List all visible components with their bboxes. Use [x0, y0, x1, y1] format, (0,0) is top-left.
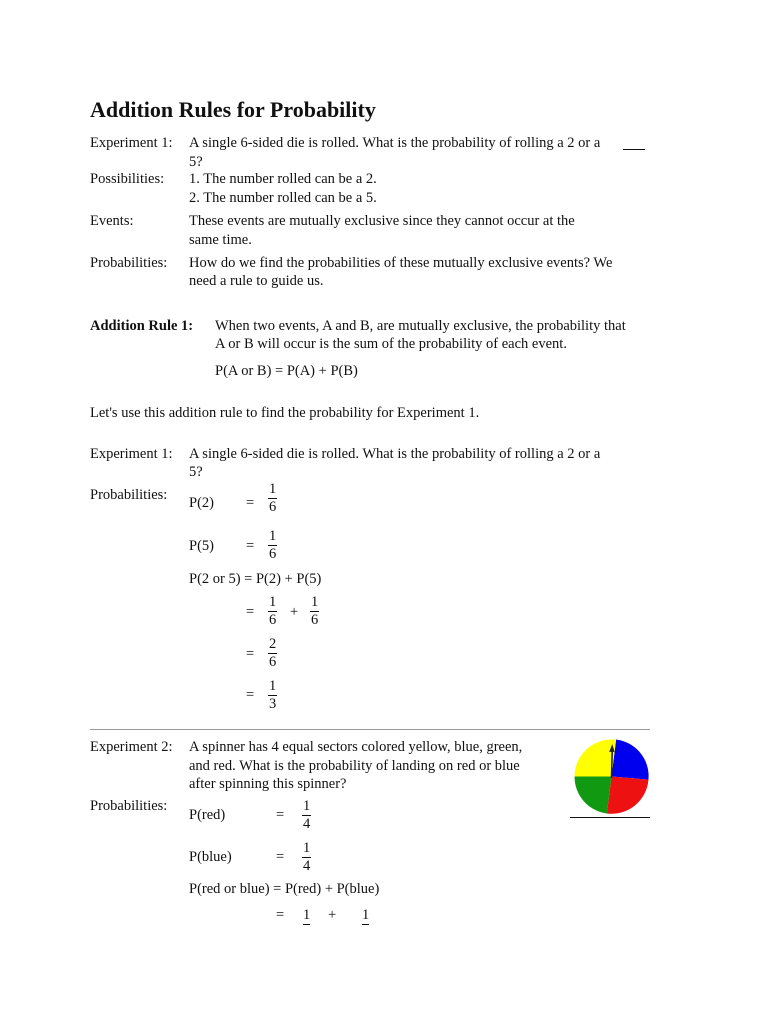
rule-formula: P(A or B) = P(A) + P(B) [215, 363, 358, 379]
events-label: Events: [90, 213, 134, 229]
fraction: $\frac{1}{6}$ [269, 594, 277, 628]
probabilities-label: Probabilities: [90, 487, 168, 503]
fraction: $\frac{2}{6}$ [269, 636, 277, 670]
answer-blank [623, 149, 645, 150]
experiment-text: after spinning this spinner? [189, 776, 347, 792]
fraction: $\frac{1}{3}$ [269, 678, 277, 712]
possibility-item: 2. The number rolled can be a 5. [189, 190, 377, 206]
rule-text: A or B will occur is the sum of the probability of each event. [215, 336, 567, 352]
equals: = [276, 907, 285, 923]
experiment-text: A single 6-sided die is rolled. What is the probability of rolling a 2 or a [189, 446, 601, 462]
possibilities-label: Possibilities: [90, 171, 165, 187]
numerator: 1 [362, 907, 370, 923]
rule-text: When two events, A and B, are mutually exclusive, the probability that [215, 318, 626, 334]
experiment-label: Experiment 1: [90, 446, 173, 462]
events-text: These events are mutually exclusive since they cannot occur at the [189, 213, 575, 229]
pblue-label: P(blue) [189, 849, 232, 865]
rule-label: Addition Rule 1: [90, 318, 194, 334]
experiment-label: Experiment 2: [90, 739, 173, 755]
equals: = [246, 646, 255, 662]
experiment-text: A single 6-sided die is rolled. What is the probability of rolling a 2 or a [189, 135, 601, 151]
experiment-text: and red. What is the probability of landing on red or blue [189, 758, 520, 774]
experiment-text: 5? [189, 154, 203, 170]
equals: = [246, 538, 255, 554]
page-title: Addition Rules for Probability [90, 97, 376, 122]
sum-line: P(red or blue) = P(red) + P(blue) [189, 881, 380, 897]
intro-text: Let's use this addition rule to find the probability for Experiment 1. [90, 405, 480, 421]
events-text: same time. [189, 232, 252, 248]
experiment-label: Experiment 1: [90, 135, 173, 151]
fraction: $\frac{1}{6}$ [269, 481, 277, 515]
equals: = [276, 849, 285, 865]
experiment-text: 5? [189, 464, 203, 480]
equals: = [276, 807, 285, 823]
probabilities-text: How do we find the probabilities of these mutually exclusive events? We [189, 255, 613, 271]
p2-label: P(2) [189, 495, 214, 511]
sum-line: P(2 or 5) = P(2) + P(5) [189, 571, 322, 587]
experiment-text: A spinner has 4 equal sectors colored yellow, blue, green, [189, 739, 523, 755]
spinner-underline [570, 817, 650, 818]
fraction: $\frac{1}{6}$ [269, 528, 277, 562]
fraction: $\frac{1}{4}$ [303, 840, 311, 874]
probabilities-label: Probabilities: [90, 255, 168, 271]
possibility-item: 1. The number rolled can be a 2. [189, 171, 377, 187]
plus: + [328, 907, 337, 923]
equals: = [246, 687, 255, 703]
section-divider [90, 729, 650, 730]
numerator: 1 [303, 907, 311, 923]
p5-label: P(5) [189, 538, 214, 554]
equals: = [246, 495, 255, 511]
equals: = [246, 604, 255, 620]
fraction: $\frac{1}{6}$ [311, 594, 319, 628]
spinner-image [573, 738, 650, 815]
probabilities-label: Probabilities: [90, 798, 168, 814]
probabilities-text: need a rule to guide us. [189, 273, 324, 289]
plus: + [290, 604, 299, 620]
pred-label: P(red) [189, 807, 226, 823]
fraction: $\frac{1}{4}$ [303, 798, 311, 832]
